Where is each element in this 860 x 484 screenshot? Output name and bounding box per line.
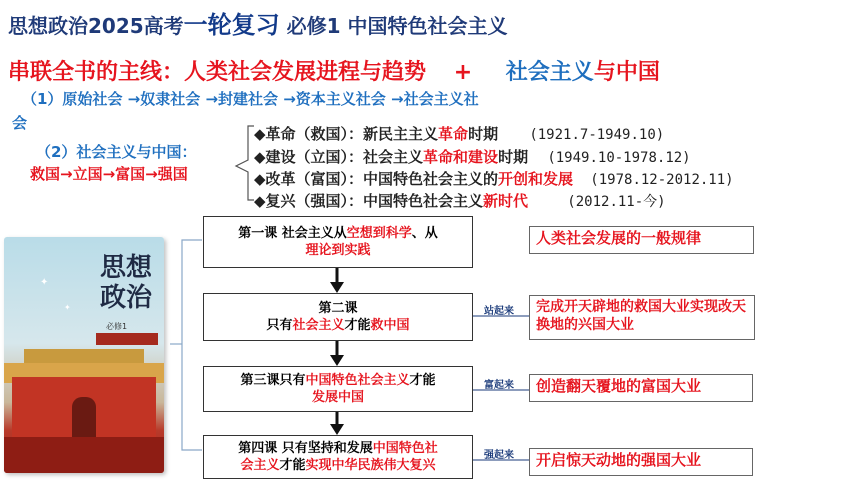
- socialism-china-label: （2）社会主义: [36, 143, 137, 161]
- lesson-2-box: [203, 293, 473, 341]
- period-highlight: 革命: [438, 125, 469, 143]
- lesson-4-box: [203, 435, 473, 479]
- lesson-3-box: [203, 366, 473, 412]
- arrow-down-icon: [326, 266, 348, 296]
- lesson-highlight: 救中国: [370, 318, 410, 333]
- lesson-text: 才能: [344, 318, 371, 333]
- arrow-down-icon: [326, 408, 348, 438]
- period-years: (1978.12-2012.11): [590, 172, 734, 188]
- title-suffix: 必修1 中国特色社会主义: [286, 14, 508, 38]
- period-prefix: ◆建设（立国）：社会主义: [254, 148, 424, 166]
- stage-tag-get-strong: 强起来: [484, 450, 514, 461]
- social-eras-row: （1）原始社会 →奴隶社会 →封建社会 →资本主义社会 →社会主义社: [22, 90, 479, 108]
- lesson-highlight: 会主义: [240, 458, 280, 473]
- socialism-china-title: [36, 141, 196, 162]
- period-highlight: 开创和发展: [498, 170, 574, 188]
- result-box-1: 人类社会发展的一般规律: [529, 226, 754, 254]
- gate-base: [4, 437, 164, 473]
- stage-tag-stand-up: 站起来: [484, 306, 514, 317]
- main-thread-red: 串联全书的主线：人类社会发展进程与趋势: [8, 60, 427, 85]
- socialism-china-label-tail: 与中国：: [136, 143, 197, 161]
- stage-tag-get-rich: 富起来: [484, 380, 514, 391]
- lesson-text: 第二课: [318, 301, 358, 316]
- lesson-text: 第一课 社会主义从: [238, 226, 347, 241]
- result-box-2: 完成开天辟地的救国大业实现改天换地的兴国大业: [529, 295, 755, 340]
- lesson-highlight: 空想到科学: [346, 226, 412, 241]
- period-bracket: [226, 120, 256, 206]
- lesson-text: 才能: [279, 458, 306, 473]
- lesson-text: 才能: [409, 373, 436, 388]
- dove-icon: ✦: [64, 303, 71, 312]
- period-years: (2012.11-今): [567, 194, 666, 210]
- lesson-text: 第四课 只有坚持和发展: [238, 441, 373, 456]
- lesson-text: 第三课只有: [240, 373, 306, 388]
- nation-stage-chain: 救国→立国→富国→强国: [30, 165, 188, 183]
- period-row-construction: [254, 146, 691, 167]
- period-prefix: ◆改革（富国）：中国特色社会主义的: [254, 170, 499, 188]
- social-eras-wrap: 会: [12, 114, 28, 132]
- period-row-revolution: [254, 123, 664, 144]
- cover-band: [96, 333, 158, 345]
- cover-subtitle: 必修1: [106, 322, 128, 331]
- period-prefix: ◆革命（救国）：新民主主义: [254, 125, 439, 143]
- cover-title: 思想政治: [100, 253, 153, 313]
- gate-door: [72, 397, 96, 437]
- lesson-highlight: 中国特色社: [372, 441, 438, 456]
- period-suffix: 时期: [498, 148, 529, 166]
- textbook-cover-image: [4, 237, 164, 473]
- result-connectors: [473, 230, 531, 470]
- main-thread-red-tail: 与中国: [593, 60, 660, 85]
- period-prefix: ◆复兴（强国）：中国特色社会主义: [254, 192, 484, 210]
- arrow-down-icon: [326, 339, 348, 369]
- period-years: (1949.10-1978.12): [547, 150, 691, 166]
- dove-icon: ✦: [40, 277, 49, 288]
- lesson-bracket: [166, 236, 206, 458]
- period-highlight: 新时代: [483, 192, 529, 210]
- lesson-text: 、从: [411, 226, 438, 241]
- page-title: [8, 5, 508, 40]
- period-row-rejuvenation: [254, 190, 666, 211]
- lesson-highlight: 理论到实践: [305, 243, 371, 258]
- lesson-highlight: 实现中华民族伟大复兴: [305, 458, 436, 473]
- result-box-3: 创造翻天覆地的富国大业: [529, 374, 753, 402]
- main-thread-blue: 社会主义: [505, 60, 594, 85]
- period-highlight: 革命和建设: [423, 148, 499, 166]
- period-suffix: 时期: [468, 125, 499, 143]
- lesson-highlight: 社会主义: [292, 318, 345, 333]
- plus-sign: +: [453, 60, 473, 85]
- lesson-1-box: [203, 216, 473, 268]
- title-emphasis: 一轮复习: [183, 11, 280, 39]
- period-years: (1921.7-1949.10): [529, 127, 665, 143]
- main-thread-heading: [8, 55, 660, 86]
- result-box-4: 开启惊天动地的强国大业: [529, 448, 753, 476]
- title-prefix: 思想政治2025高考: [8, 14, 184, 38]
- lesson-highlight: 中国特色社会主义: [305, 373, 410, 388]
- lesson-text: 只有: [266, 318, 293, 333]
- period-row-reform: [254, 168, 734, 189]
- lesson-highlight: 发展中国: [311, 390, 364, 405]
